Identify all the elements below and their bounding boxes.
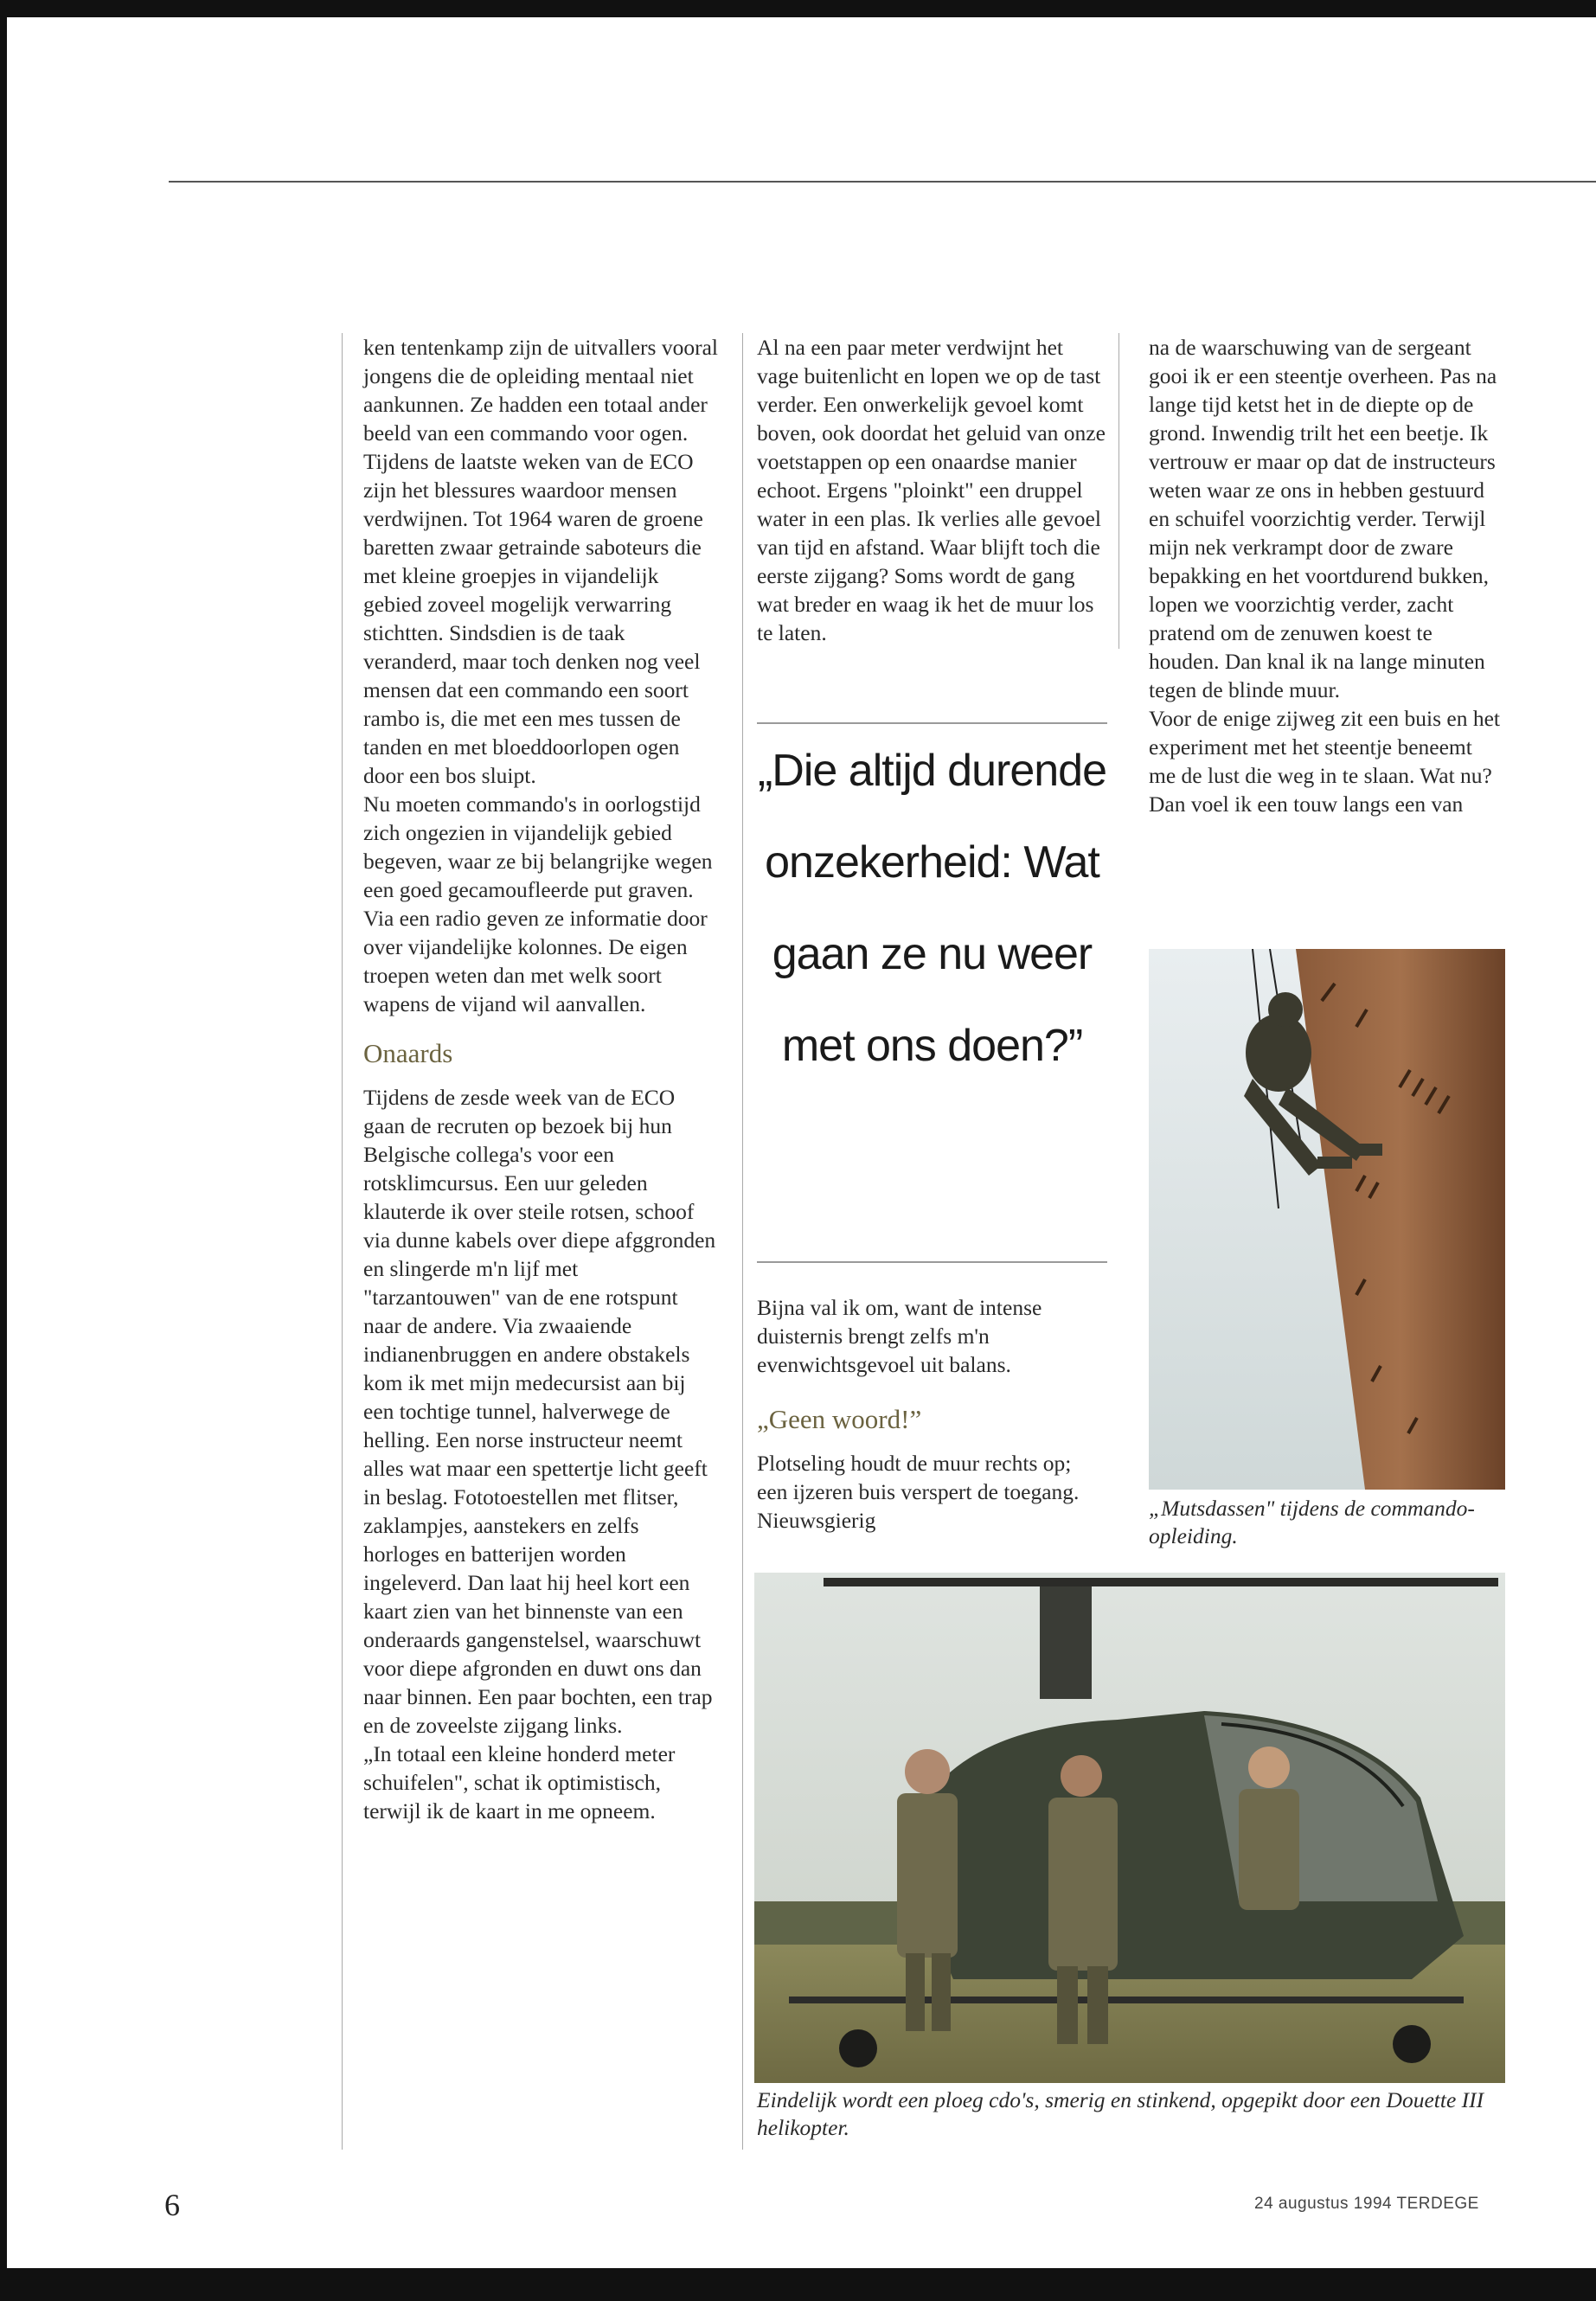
page-number: 6 bbox=[164, 2188, 180, 2222]
pull-quote: „Die altijd durende onzekerheid: Wat gaan ze nu weer met ons doen?” bbox=[757, 746, 1107, 1071]
column-1 bbox=[363, 333, 720, 1825]
scan-border-top bbox=[0, 0, 1596, 17]
col2-paragraph-2: Bijna val ik om, want de intense duisternis brengt zelfs m'n evenwichtsgevoel uit balans. bbox=[757, 1295, 1042, 1377]
subhead-geen-woord: „Geen woord!” bbox=[757, 1404, 922, 1434]
pull-quote-rule-bottom bbox=[757, 1261, 1107, 1263]
column-separator-lower bbox=[742, 1280, 743, 2150]
column-2 bbox=[757, 333, 1107, 647]
col1-paragraph-3: Tijdens de zesde week van de ECO gaan de recruten op bezoek bij hun Belgische collega's voor een rotsklimcursus. Een uur geleden klauterde ik over steile rotsen, schoof via dunne kabels over diepe afggronden en slingerde m'n lijf met "tarzantouwen" van de ene rotspunt naar de andere. Via zwaaiende indianenbruggen en andere obstakels kom ik met mijn medecursist aan bij een tochtige tunnel, halverwege de helling. Een norse instructeur neemt alles wat maar een spettertje licht geeft in beslag. Fototoestellen met flitser, zaklampjes, aanstekers en zelfs horloges en batterijen worden ingeleverd. Dan laat hij heel kort een kaart zien van het binnenste van een onderaards gangenstelsel, waarschuwt voor diepe afgronden en duwt ons dan naar binnen. Een paar bochten, een trap en de zoveelste zijgang links. bbox=[363, 1085, 716, 1738]
column-margin-rule bbox=[342, 333, 343, 1280]
col3-paragraph-1: na de waarschuwing van de sergeant gooi ik er een steentje overheen. Pas na lange tijd ketst het in de diepte op de grond. Inwendig trilt het een beetje. Ik vertrouw er maar op dat de instructeurs weten waar ze ons in hebben gestuurd en schuifel voorzichtig verder. Terwijl mijn nek verkrampt door de zware bepakking en het voortdurend bukken, lopen we voorzichtig verder, zacht pratend om de zenuwen koest te houden. Dan knal ik na lange minuten tegen de blinde muur. bbox=[1149, 335, 1497, 702]
column-separator-2 bbox=[1118, 333, 1119, 649]
col2-paragraph-3: Plotseling houdt de muur rechts op; een ijzeren buis verspert de toegang. Nieuwsgierig bbox=[757, 1451, 1080, 1533]
col2-paragraph-1: Al na een paar meter verdwijnt het vage buitenlicht en lopen we op de tast verder. Een onwerkelijk gevoel komt boven, ook doordat het geluid van onze voetstappen op een onaardse manier echoot. Ergens "ploinkt" een druppel water in een plas. Ik verlies alle gevoel van tijd en afstand. Waar blijft toch die eerste zijgang? Soms wordt de gang wat breder en waag ik het de muur los te laten. bbox=[757, 335, 1106, 645]
column-margin-rule-lower bbox=[342, 1280, 343, 2150]
column-2-lower bbox=[757, 1293, 1107, 1535]
helicopter-photo-caption: Eindelijk wordt een ploeg cdo's, smerig en stinkend, opgepikt door een Douette III helikopter. bbox=[757, 2087, 1484, 2140]
rappel-photo bbox=[1149, 949, 1505, 1490]
rappel-photo-caption: „Mutsdassen" tijdens de commando-opleiding. bbox=[1149, 1496, 1475, 1548]
helicopter-photo bbox=[754, 1573, 1505, 2083]
pull-quote-rule-top bbox=[757, 722, 1107, 724]
scan-border-bottom bbox=[0, 2268, 1596, 2301]
column-3 bbox=[1149, 333, 1503, 818]
scan-border-left bbox=[0, 0, 7, 2301]
helicopter-photo-illustration bbox=[754, 1573, 1505, 2083]
col1-paragraph-4: „In totaal een kleine honderd meter schuifelen", schat ik optimistisch, terwijl ik de kaart in me opneem. bbox=[363, 1741, 676, 1823]
col1-paragraph-1: ken tentenkamp zijn de uitvallers vooral jongens die de opleiding mentaal niet aankunnen. Ze hadden een totaal ander beeld van een commando voor ogen. Tijdens de laatste weken van de ECO zijn het blessures waardoor mensen verdwijnen. Tot 1964 waren de groene baretten zwaar getrainde saboteurs die met kleine groepjes in vijandelijk gebied zoveel mogelijk verwarring stichtten. Sindsdien is de taak veranderd, maar toch denken nog veel mensen dat een commando een soort rambo is, die met een mes tussen de tanden en met bloeddoorlopen ogen door een bos sluipt. bbox=[363, 335, 718, 788]
footer-date-magazine: 24 augustus 1994 TERDEGE bbox=[1254, 2195, 1479, 2213]
rappel-photo-illustration bbox=[1149, 949, 1505, 1490]
column-separator-1 bbox=[742, 333, 743, 1280]
col3-paragraph-2: Voor de enige zijweg zit een buis en het experiment met het steentje beneemt me de lust die weg in te slaan. Wat nu? Dan voel ik een touw langs een van bbox=[1149, 706, 1500, 817]
col1-paragraph-2: Nu moeten commando's in oorlogstijd zich ongezien in vijandelijk gebied begeven, waar ze bij belangrijke wegen een goed gecamoufleerde put graven. Via een radio geven ze informatie door over vijandelijke kolonnes. De eigen troepen weten dan met welk soort wapens de vijand wil aanvallen. bbox=[363, 792, 713, 1016]
subhead-onaards: Onaards bbox=[363, 1038, 453, 1068]
top-rule bbox=[169, 181, 1596, 183]
